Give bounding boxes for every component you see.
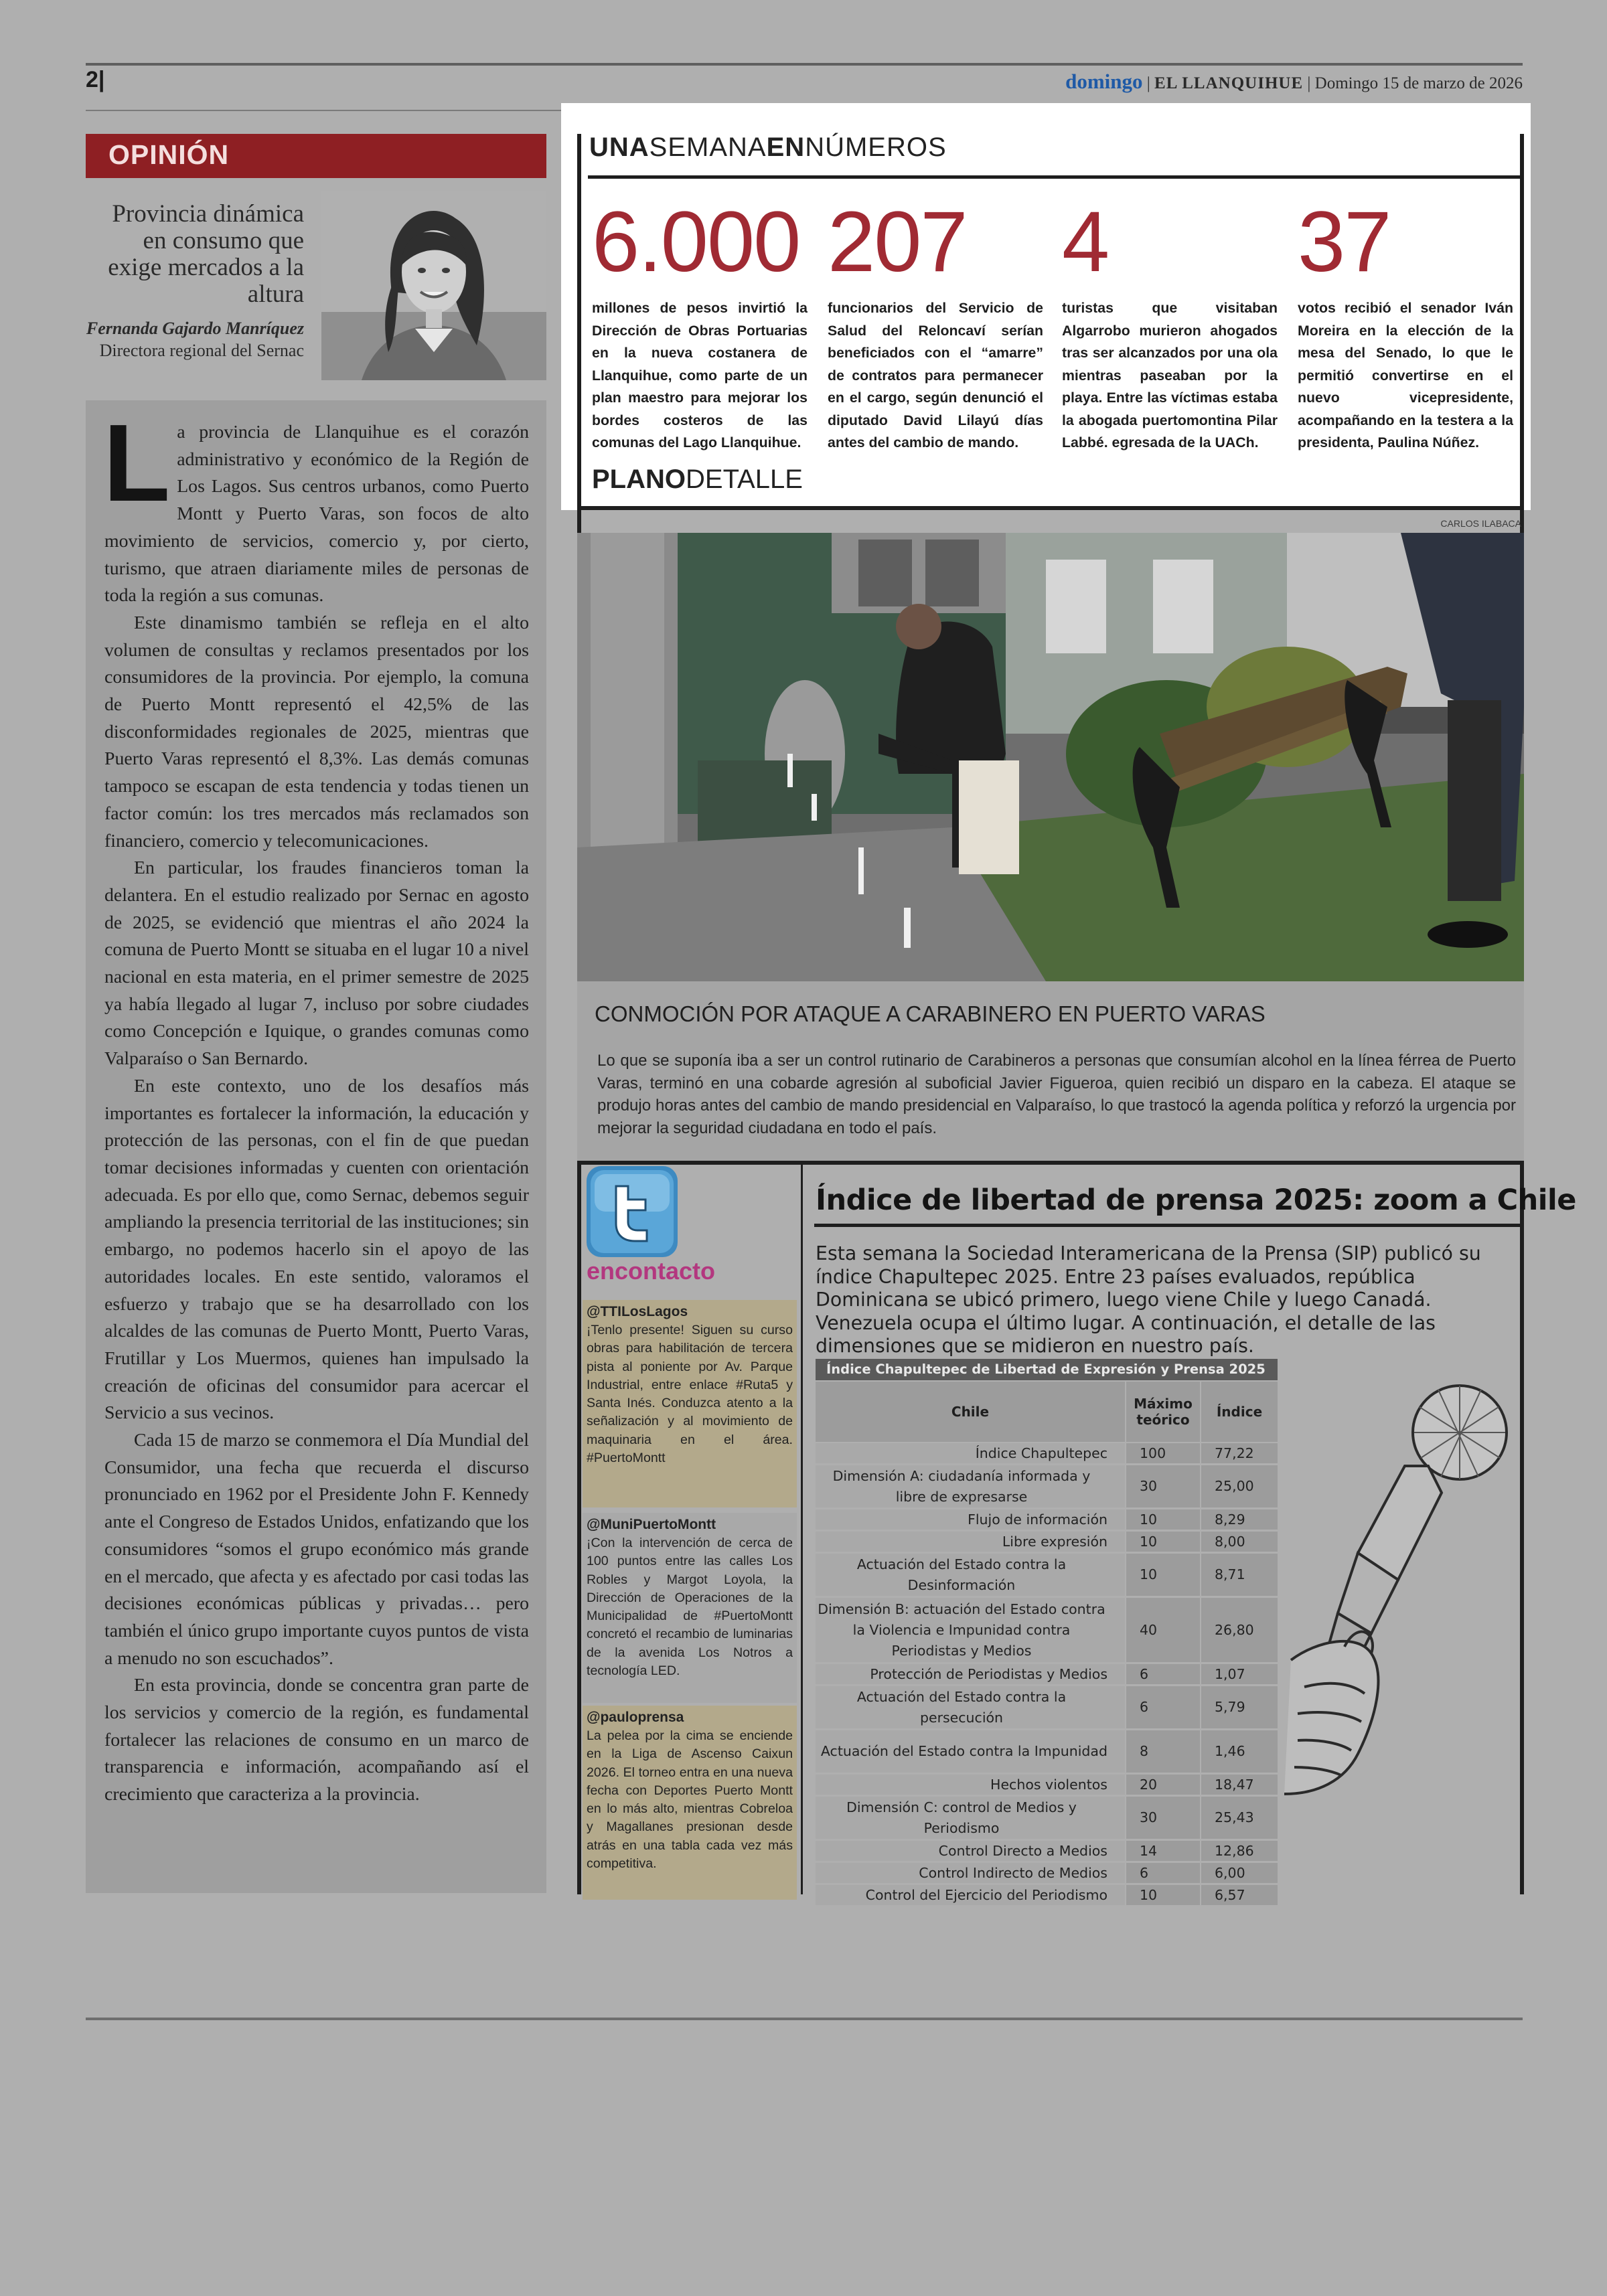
opinion-headline: Provincia dinámica en consumo que exige mercados a la altura xyxy=(108,200,304,308)
table-header-chile: Chile xyxy=(816,1382,1125,1442)
table-row xyxy=(816,1532,1278,1554)
opinion-paragraph: En particular, los fraudes financieros toman la delantera. En el estudio realizado por Sernac en agosto de 2025, se evidenció que mientras el año 2024 la comuna de Puerto Montt se situaba en el lugar 10 a nivel nacional en esta materia, en el primer semestre de 2025 ya había llegado al lugar 7, incluso por sobre ciudades como Concepción e Iquique, o grandes comunas como Valparaíso o San Bernardo. xyxy=(104,857,529,1070)
stat-description: turistas que visitaban Algarrobo murieron ahogados tras ser alcanzados por una ola mientras paseaban por la playa. Entre las víctimas estaba la abogada puertomontina Pilar Labbé. egresada de la UACh. xyxy=(1062,300,1278,450)
press-freedom-intro: Esta semana la Sociedad Interamericana de la Prensa (SIP) publicó su índice Chapultepec 2025. Entre 23 países evaluados, república Dominicana se ubicó primero, luego viene Chile y luego Canadá. Venezuela ocupa el último lugar. A continuación, el detalle de las dimensiones que se midieron en nuestro país. xyxy=(816,1242,1481,1357)
table-row xyxy=(816,1509,1278,1532)
table-cell-max: 10 xyxy=(1126,1554,1200,1596)
table-cell-max: 14 xyxy=(1126,1841,1200,1861)
numbers-title xyxy=(589,133,947,163)
table-cell-label: Control Indirecto de Medios xyxy=(816,1863,1125,1883)
tweet-card xyxy=(583,1300,797,1507)
author-portrait xyxy=(321,191,546,380)
table-cell-max: 10 xyxy=(1126,1509,1200,1530)
table-cell-index: 18,47 xyxy=(1201,1775,1278,1795)
tweet-text: ¡Tenlo presente! Siguen su curso obras para habilitación de tercera pista al poniente por Av. Parque Industrial, entre enlace #Ruta5 y Santa Inés. Conduzca atento a la señalización y al movimiento de maquinaria en el área. #PuertoMontt xyxy=(587,1323,793,1466)
table-cell-label: Actuación del Estado contra la persecución xyxy=(816,1686,1125,1728)
opinion-paragraph: En este contexto, uno de los desafíos más importantes es fortalecer la información, la educación y protección de las personas, con el fin de que puedan tomar decisiones informadas y cuenten con orientación adecuada. Es por ello que, como Sernac, debemos seguir ampliando la presencia territorial de las instituciones; sin embargo, no podemos hacerlo sin el apoyo de las autoridades locales. En este sentido, valoramos el esfuerzo y trabajo que se ha desarrollado con los alcaldes de las comunas de Puerto Montt, Puerto Varas, Frutillar y Los Muermos, quienes han impulsado la creación de oficinas del consumidor para acercar el Servicio a sus vecinos. xyxy=(104,1075,529,1424)
microphone-illustration xyxy=(1278,1379,1512,1834)
header-rule-top xyxy=(86,63,1523,66)
opinion-text xyxy=(103,402,529,1809)
table-cell-index: 5,79 xyxy=(1201,1686,1278,1728)
table-cell-max: 30 xyxy=(1126,1465,1200,1507)
opinion-author-role: Directora regional del Sernac xyxy=(99,341,304,360)
paper-name: EL LLANQUIHUE xyxy=(1154,74,1304,92)
table-cell-label: Índice Chapultepec xyxy=(816,1443,1125,1463)
numbers-title-bold-1: UNA xyxy=(589,133,649,162)
opinion-paragraph: Cada 15 de marzo se conmemora el Día Mundial del Consumidor, una fecha que recuerda el discurso pronunciado en 1962 por el Presidente John F. Kennedy ante el Congreso de Estados Unidos, enfatizando que los consumidores “somos el grupo económico más grande en el mercado, que afecta y es afectado por casi todas las decisiones económicas públicas y privadas… pero también el único grupo importante cuyos puntos de vista a menudo no son escuchados”. xyxy=(104,1430,529,1669)
table-body xyxy=(816,1443,1278,1907)
table-cell-index: 12,86 xyxy=(1201,1841,1278,1861)
opinion-section-label: OPINIÓN xyxy=(108,139,230,170)
table-row xyxy=(816,1443,1278,1465)
stat-value: 6.000 xyxy=(592,194,800,290)
opinion-paragraph: En esta provincia, donde se concentra gran parte de los servicios y comercio de la región, es fundamental fortalecer las relaciones de consumo en un marco de transparencia e información, acompañando así el crecimiento que caracteriza a la provincia. xyxy=(104,1675,529,1805)
stat-value: 37 xyxy=(1298,194,1391,290)
numbers-panel-bottom-rule xyxy=(577,506,1524,510)
table-cell-max: 6 xyxy=(1126,1686,1200,1728)
stat-description: millones de pesos invirtió la Dirección de Obras Portuarias en la nueva costanera de Llanquihue, como parte de un plan maestro para mejorar los bordes costeros de las comunas del Lago Llanquihue. xyxy=(592,300,808,450)
tweet-handle: @TTILosLagos xyxy=(587,1304,688,1319)
table-row xyxy=(816,1664,1278,1686)
table-cell-max: 20 xyxy=(1126,1775,1200,1795)
table-cell-max: 40 xyxy=(1126,1598,1200,1662)
table-cell-index: 8,71 xyxy=(1201,1554,1278,1596)
table-cell-max: 8 xyxy=(1126,1730,1200,1773)
table-cell-label: Dimensión C: control de Medios y Periodismo xyxy=(816,1797,1125,1839)
masthead xyxy=(1065,70,1523,94)
table-cell-index: 1,46 xyxy=(1201,1730,1278,1773)
numbers-title-light-1: SEMANA xyxy=(649,133,767,162)
table-cell-index: 77,22 xyxy=(1201,1443,1278,1463)
issue-date: Domingo 15 de marzo de 2026 xyxy=(1314,74,1523,92)
table-cell-index: 6,57 xyxy=(1201,1885,1278,1905)
stat-description: votos recibió el senador Iván Moreira en la elección de la mesa del Senado, lo que le permitió convertirse en el nuevo vicepresidente, acompañando en la testera a la presidenta, Paulina Núñez. xyxy=(1298,300,1513,450)
opinion-author: Fernanda Gajardo Manríquez xyxy=(86,319,304,338)
dropcap: L xyxy=(103,402,171,524)
opinion-paragraph-text: a provincia de Llanquihue es el corazón administrativo y económico de la Región de Los Lagos. Sus centros urbanos, como Puerto Montt y Puerto Varas, son focos de alto movimiento de servicios, comercio y, por cierto, turismo, que atraen diariamente miles de personas de toda la región a sus comunas. xyxy=(104,422,529,606)
press-freedom-rule xyxy=(814,1224,1520,1227)
column-separator xyxy=(801,1165,803,1894)
table-cell-index: 25,43 xyxy=(1201,1797,1278,1839)
photo-caption-text: Lo que se suponía iba a ser un control rutinario de Carabineros a personas que consumían alcohol en la línea férrea de Puerto Varas, terminó en una cobarde agresión al suboficial Javier Figueroa, quien recibió un disparo en la cabeza. El ataque se produjo horas antes del cambio de mando presidencial en Valparaíso, lo que trastocó la agenda política y reforzó la urgencia por mejorar la seguridad ciudadana en todo el país. xyxy=(597,1052,1516,1137)
table-title: Índice Chapultepec de Libertad de Expresión y Prensa 2025 xyxy=(816,1359,1278,1380)
plano-light: DETALLE xyxy=(686,465,803,494)
table-header-max: Máximo teórico xyxy=(1126,1382,1200,1442)
table-cell-label: Control del Ejercicio del Periodismo xyxy=(816,1885,1125,1905)
table-cell-label: Actuación del Estado contra la Desinformación xyxy=(816,1554,1125,1596)
table-row xyxy=(816,1841,1278,1863)
tweet-text: ¡Con la intervención de cerca de 100 puntos entre las calles Los Robles y Margot Loyola, la Dirección de Operaciones de la Municipalidad de #PuertoMontt concretó el recambio de luminarias de la avenida Los Notros a tecnología LED. xyxy=(587,1536,793,1679)
table-cell-label: Hechos violentos xyxy=(816,1775,1125,1795)
tweet-handle: @MuniPuertoMontt xyxy=(587,1517,716,1532)
table-cell-max: 10 xyxy=(1126,1885,1200,1905)
table-cell-max: 6 xyxy=(1126,1664,1200,1684)
tweet-card xyxy=(583,1513,797,1703)
page-number: 2| xyxy=(86,67,105,92)
stat-block xyxy=(1298,195,1513,455)
tweet-handle: @pauloprensa xyxy=(587,1710,684,1725)
table-cell-label: Control Directo a Medios xyxy=(816,1841,1125,1861)
stat-block xyxy=(592,195,808,455)
footer-rule xyxy=(86,2018,1523,2020)
table-row xyxy=(816,1863,1278,1885)
stat-value: 4 xyxy=(1062,194,1109,290)
brand-name: domingo xyxy=(1065,70,1143,93)
table-cell-index: 1,07 xyxy=(1201,1664,1278,1684)
opinion-section-bar xyxy=(86,134,546,178)
masthead-separator-2: | xyxy=(1303,74,1315,92)
plano-detalle-title xyxy=(592,465,803,495)
table-row xyxy=(816,1686,1278,1730)
section-rule xyxy=(577,1161,1524,1165)
table-row xyxy=(816,1730,1278,1775)
table-cell-max: 30 xyxy=(1126,1797,1200,1839)
table-cell-label: Dimensión B: actuación del Estado contra la Violencia e Impunidad contra Periodistas y Medios xyxy=(816,1598,1125,1662)
press-freedom-title: Índice de libertad de prensa 2025: zoom a Chile xyxy=(816,1183,1576,1217)
table-cell-max: 6 xyxy=(1126,1863,1200,1883)
table-row xyxy=(816,1775,1278,1797)
table-cell-label: Dimensión A: ciudadanía informada y libre de expresarse xyxy=(816,1465,1125,1507)
contact-section-title: encontacto xyxy=(587,1257,716,1285)
twitter-bird-icon xyxy=(587,1166,678,1257)
table-cell-index: 8,29 xyxy=(1201,1509,1278,1530)
table-header-index: Índice xyxy=(1201,1382,1278,1442)
tweet-card xyxy=(583,1706,797,1900)
table-cell-label: Actuación del Estado contra la Impunidad xyxy=(816,1730,1125,1773)
table-row xyxy=(816,1598,1278,1664)
numbers-title-light-2: NÚMEROS xyxy=(805,133,947,162)
table-cell-index: 26,80 xyxy=(1201,1598,1278,1662)
photo-headline: CONMOCIÓN POR ATAQUE A CARABINERO EN PUERTO VARAS xyxy=(595,1001,1266,1026)
numbers-title-bold-2: EN xyxy=(766,133,806,162)
stat-value: 207 xyxy=(828,194,967,290)
numbers-title-rule xyxy=(588,175,1520,179)
table-cell-label: Protección de Periodistas y Medios xyxy=(816,1664,1125,1684)
table-cell-max: 10 xyxy=(1126,1532,1200,1552)
table-row xyxy=(816,1797,1278,1841)
news-photo xyxy=(577,533,1524,981)
opinion-body-panel xyxy=(86,400,546,1893)
tweet-text: La pelea por la cima se enciende en la Liga de Ascenso Caixun 2026. El torneo entra en una nueva fecha con Deportes Puerto Montt en lo más alto, mientras Cobreloa y Magallanes presionan desde atrás en una tabla cada vez más competitiva. xyxy=(587,1728,793,1872)
opinion-paragraph: Este dinamismo también se refleja en el alto volumen de consultas y reclamos presentados por los consumidores de la provincia. Por ejemplo, la comuna de Puerto Montt representó el 42,5% de las disconformidades regionales de 2025, mientras que Puerto Varas representó el 8,3%. Las demás comunas tampoco se escapan de esta tendencia y todas tienen un factor común: los tres mercados más reclamados son financiero, comercio y telecomunicaciones. xyxy=(104,612,529,851)
masthead-separator: | xyxy=(1142,74,1155,92)
plano-bold: PLANO xyxy=(592,465,686,494)
table-cell-label: Flujo de información xyxy=(816,1509,1125,1530)
table-row xyxy=(816,1554,1278,1598)
stat-description: funcionarios del Servicio de Salud del Reloncaví serían beneficiados con el “amarre” de contratos para permanecer en el cargo, según denunció el diputado David Lilayú días antes del cambio de mando. xyxy=(828,300,1043,450)
photo-credit: CARLOS ILABACA xyxy=(1440,518,1521,529)
table-cell-index: 25,00 xyxy=(1201,1465,1278,1507)
table-row xyxy=(816,1885,1278,1907)
table-cell-label: Libre expresión xyxy=(816,1532,1125,1552)
table-cell-index: 6,00 xyxy=(1201,1863,1278,1883)
stat-block xyxy=(1062,195,1278,455)
table-cell-index: 8,00 xyxy=(1201,1532,1278,1552)
table-cell-max: 100 xyxy=(1126,1443,1200,1463)
opinion-paragraph xyxy=(103,402,529,610)
stat-block xyxy=(828,195,1043,455)
table-row xyxy=(816,1465,1278,1509)
